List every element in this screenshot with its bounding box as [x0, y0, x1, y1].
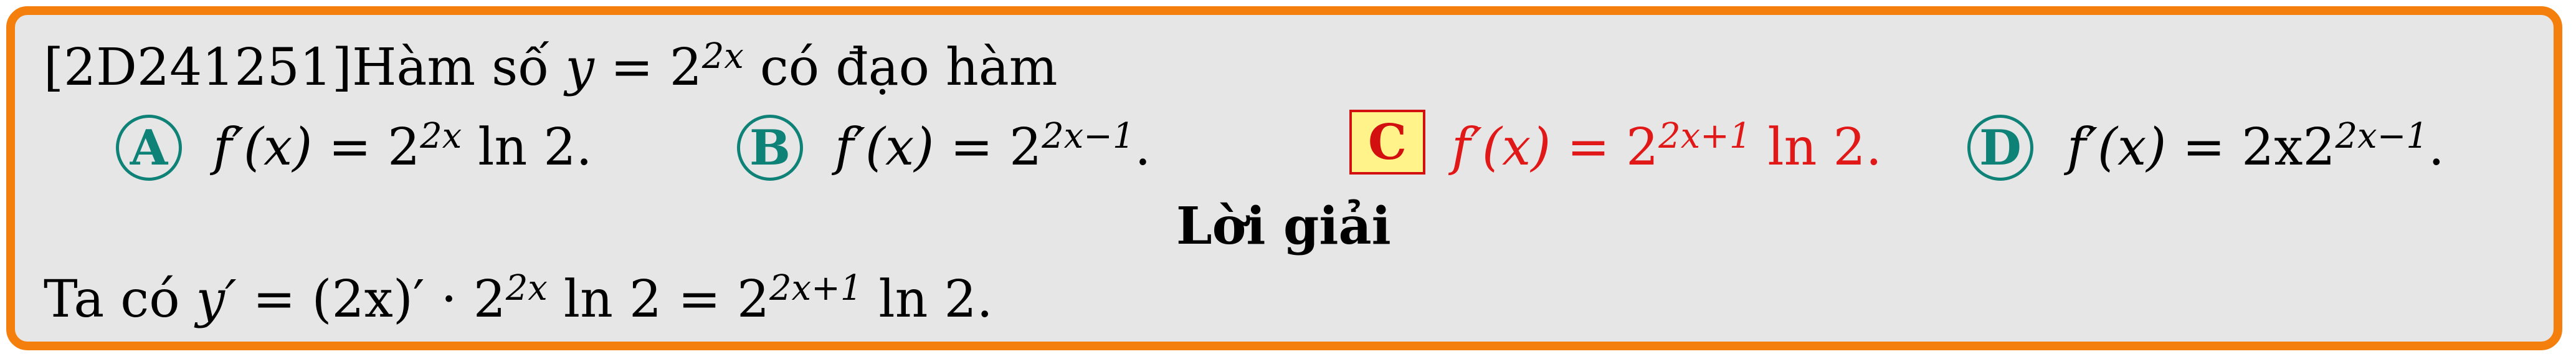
- solution-eq1: =: [252, 270, 296, 329]
- question-eq-sign: =: [610, 38, 654, 97]
- option-b-eq: =: [950, 118, 993, 177]
- solution-exp2: 2x+1: [769, 268, 863, 309]
- option-b-tail: .: [1134, 118, 1151, 177]
- option-b-badge[interactable]: [737, 115, 803, 181]
- solution-part2: ln 2 =: [563, 270, 721, 329]
- option-a-tail: ln 2.: [478, 118, 592, 177]
- option-c-base: 2: [1626, 118, 1659, 177]
- option-a-lhs: f′(x): [213, 118, 313, 177]
- option-b-letter: B: [749, 119, 791, 176]
- option-d-letter: D: [1979, 119, 2022, 176]
- question-text: Hàm số: [351, 38, 549, 97]
- option-c-letter: C: [1367, 113, 1407, 171]
- option-d-answer: [2067, 116, 2445, 177]
- option-a-answer: [213, 116, 592, 177]
- option-d-eq: =: [2182, 118, 2225, 177]
- option-b-exp: 2x−1: [1042, 116, 1135, 157]
- solution-heading: Lời giải: [1176, 196, 1391, 256]
- solution-part3: ln 2.: [878, 270, 993, 329]
- option-a-letter: A: [130, 119, 168, 176]
- option-c-badge[interactable]: [1349, 110, 1425, 175]
- question-eq-exp: 2x: [701, 36, 744, 77]
- option-d-badge[interactable]: [1967, 115, 2033, 181]
- solution-part1: (2x)′ · 2: [311, 270, 506, 329]
- question-eq-base: 2: [669, 38, 702, 97]
- option-b-lhs: f′(x): [835, 118, 934, 177]
- solution-line: [44, 268, 993, 329]
- solution-prefix: Ta có: [44, 270, 180, 329]
- option-d-exp: 2x−1: [2335, 116, 2428, 157]
- solution-base2: 2: [737, 270, 770, 329]
- question-suffix: có đạo hàm: [759, 38, 1058, 97]
- option-c-eq: =: [1567, 118, 1610, 177]
- option-b-base: 2: [1009, 118, 1042, 177]
- question-line: [44, 36, 1058, 97]
- option-a-exp: 2x: [420, 116, 462, 157]
- solution-exp1: 2x: [505, 268, 548, 309]
- question-id: [2D241251]: [44, 38, 352, 97]
- option-b-answer: [835, 116, 1151, 177]
- option-c-exp: 2x+1: [1658, 116, 1752, 157]
- option-c-lhs: f′(x): [1452, 118, 1551, 177]
- option-c-answer: [1452, 116, 1882, 177]
- question-eq-lhs: y: [565, 38, 594, 97]
- option-d-lhs: f′(x): [2067, 118, 2167, 177]
- option-c-tail: ln 2.: [1767, 118, 1882, 177]
- solution-lhs: y′: [196, 270, 237, 329]
- option-a-badge[interactable]: [116, 115, 182, 181]
- option-a-base: 2: [387, 118, 421, 177]
- option-d-tail: .: [2428, 118, 2445, 177]
- option-d-base: 2x2: [2241, 118, 2336, 177]
- option-a-eq: =: [328, 118, 371, 177]
